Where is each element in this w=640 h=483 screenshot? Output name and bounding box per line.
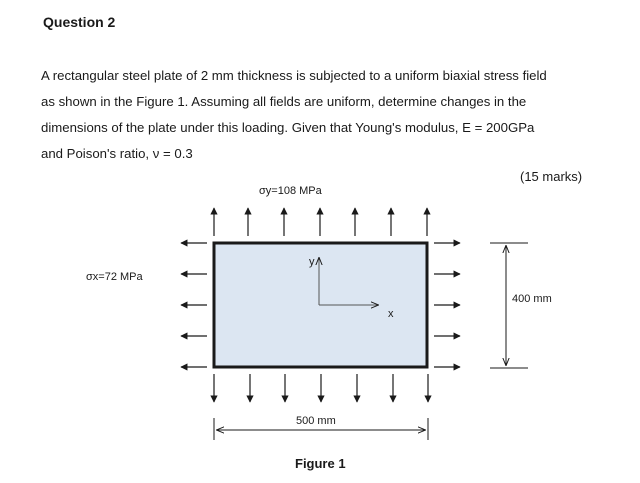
width-dimension-label: 500 mm	[296, 415, 336, 427]
paragraph-line: and Poison's ratio, ν = 0.3	[41, 146, 193, 161]
figure-caption: Figure 1	[295, 456, 346, 471]
sigma-y-label: σy=108 MPa	[259, 185, 322, 197]
sigma-x-right-arrows	[434, 243, 460, 367]
paragraph-line: dimensions of the plate under this loading. Given that Young's modulus, E = 200GPa	[41, 120, 535, 135]
x-axis-label: x	[388, 308, 394, 320]
sigma-y-bottom-arrows	[214, 374, 428, 402]
y-axis-label: y	[309, 256, 315, 268]
paragraph-line: A rectangular steel plate of 2 mm thickness is subjected to a uniform biaxial stress field	[41, 68, 547, 83]
paragraph-line: as shown in the Figure 1. Assuming all fields are uniform, determine changes in the	[41, 94, 527, 109]
height-dimension-label: 400 mm	[512, 293, 552, 305]
sigma-y-top-arrows	[214, 208, 427, 236]
marks-label: (15 marks)	[520, 169, 583, 184]
sigma-x-left-arrows	[181, 243, 207, 367]
height-dimension	[490, 243, 528, 368]
question-title: Question 2	[43, 14, 116, 30]
sigma-x-label: σx=72 MPa	[86, 271, 143, 283]
